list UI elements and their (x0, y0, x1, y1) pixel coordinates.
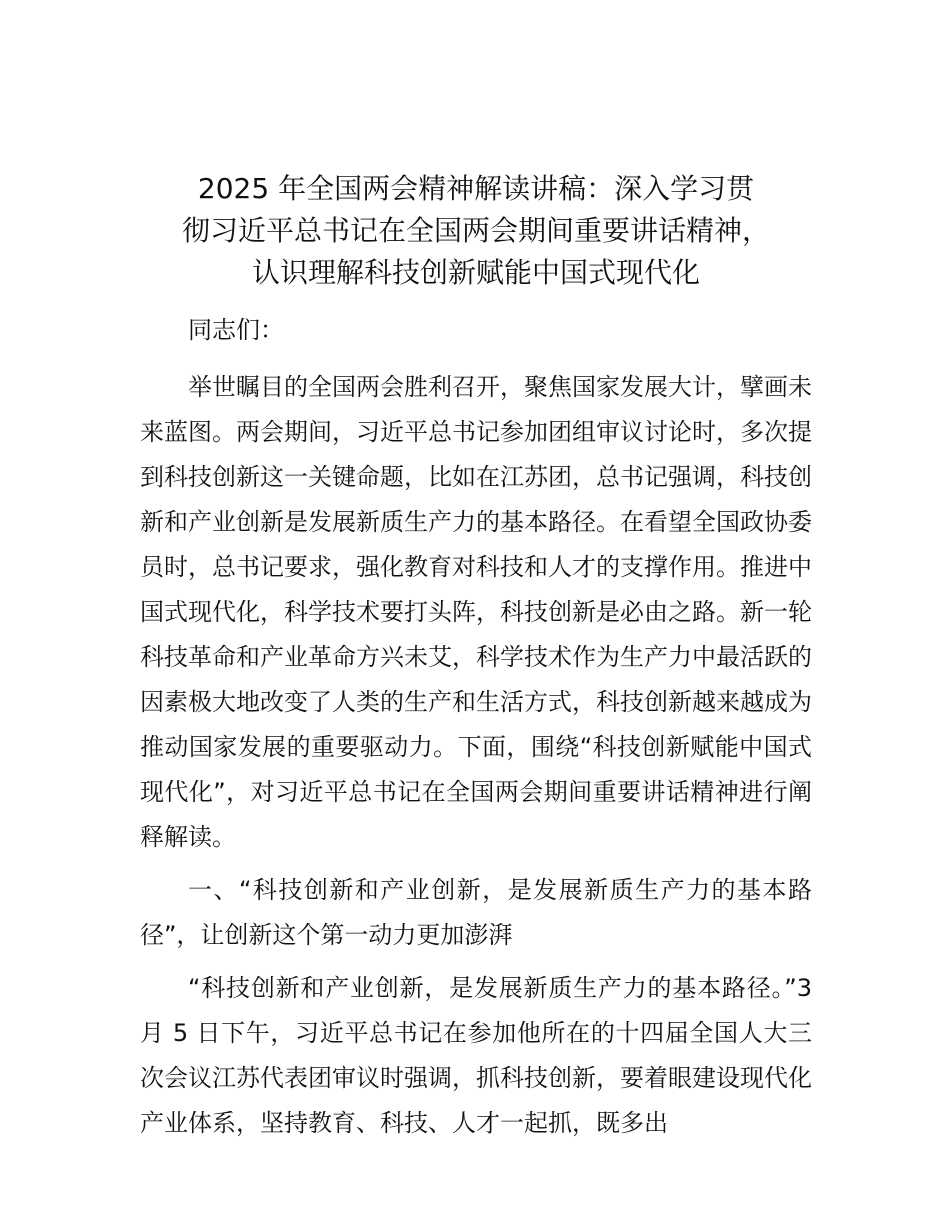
title-line: 认识理解科技创新赋能中国式现代化 (251, 256, 700, 289)
document-body (140, 308, 812, 1146)
title-line: 彻习近平总书记在全国两会期间重要讲话精神， (181, 214, 770, 247)
document-title (140, 168, 812, 294)
title-line: 2025 年全国两会精神解读讲稿：深入学习贯 (197, 172, 755, 205)
greeting: 同志们： (188, 316, 284, 344)
paragraph-intro: 举世瞩目的全国两会胜利召开，聚焦国家发展大计，擘画未来蓝图。两会期间，习近平总书记参加团组审议讨论时，多次提到科技创新这一关键命题，比如在江苏团，总书记强调，科技创新和产业创新是发展新质生产力的基本路径。在看望全国政协委员时，总书记要求，强化教育对科技和人才的支撑作用。推进中国式现代化，科学技术要打头阵，科技创新是必由之路。新一轮科技革命和产业革命方兴未艾，科学技术作为生产力中最活跃的因素极大地改变了人类的生产和生活方式，科技创新越来越成为推动国家发展的重要驱动力。下面，围绕“科技创新赋能中国式现代化”，对习近平总书记在全国两会期间重要讲话精神进行阐释解读。 (140, 373, 812, 851)
paragraph-section-1: “科技创新和产业创新，是发展新质生产力的基本路径。”3 月 5 日下午，习近平总书记在参加他所在的十四届全国人大三次会议江苏代表团审议时强调，抓科技创新，要着眼建设现代化产业体系，坚持教育、科技、人才一起抓，既多出 (140, 974, 812, 1137)
section-heading-1: 一、“科技创新和产业创新，是发展新质生产力的基本路径”，让创新这个第一动力更加澎湃 (140, 876, 812, 949)
